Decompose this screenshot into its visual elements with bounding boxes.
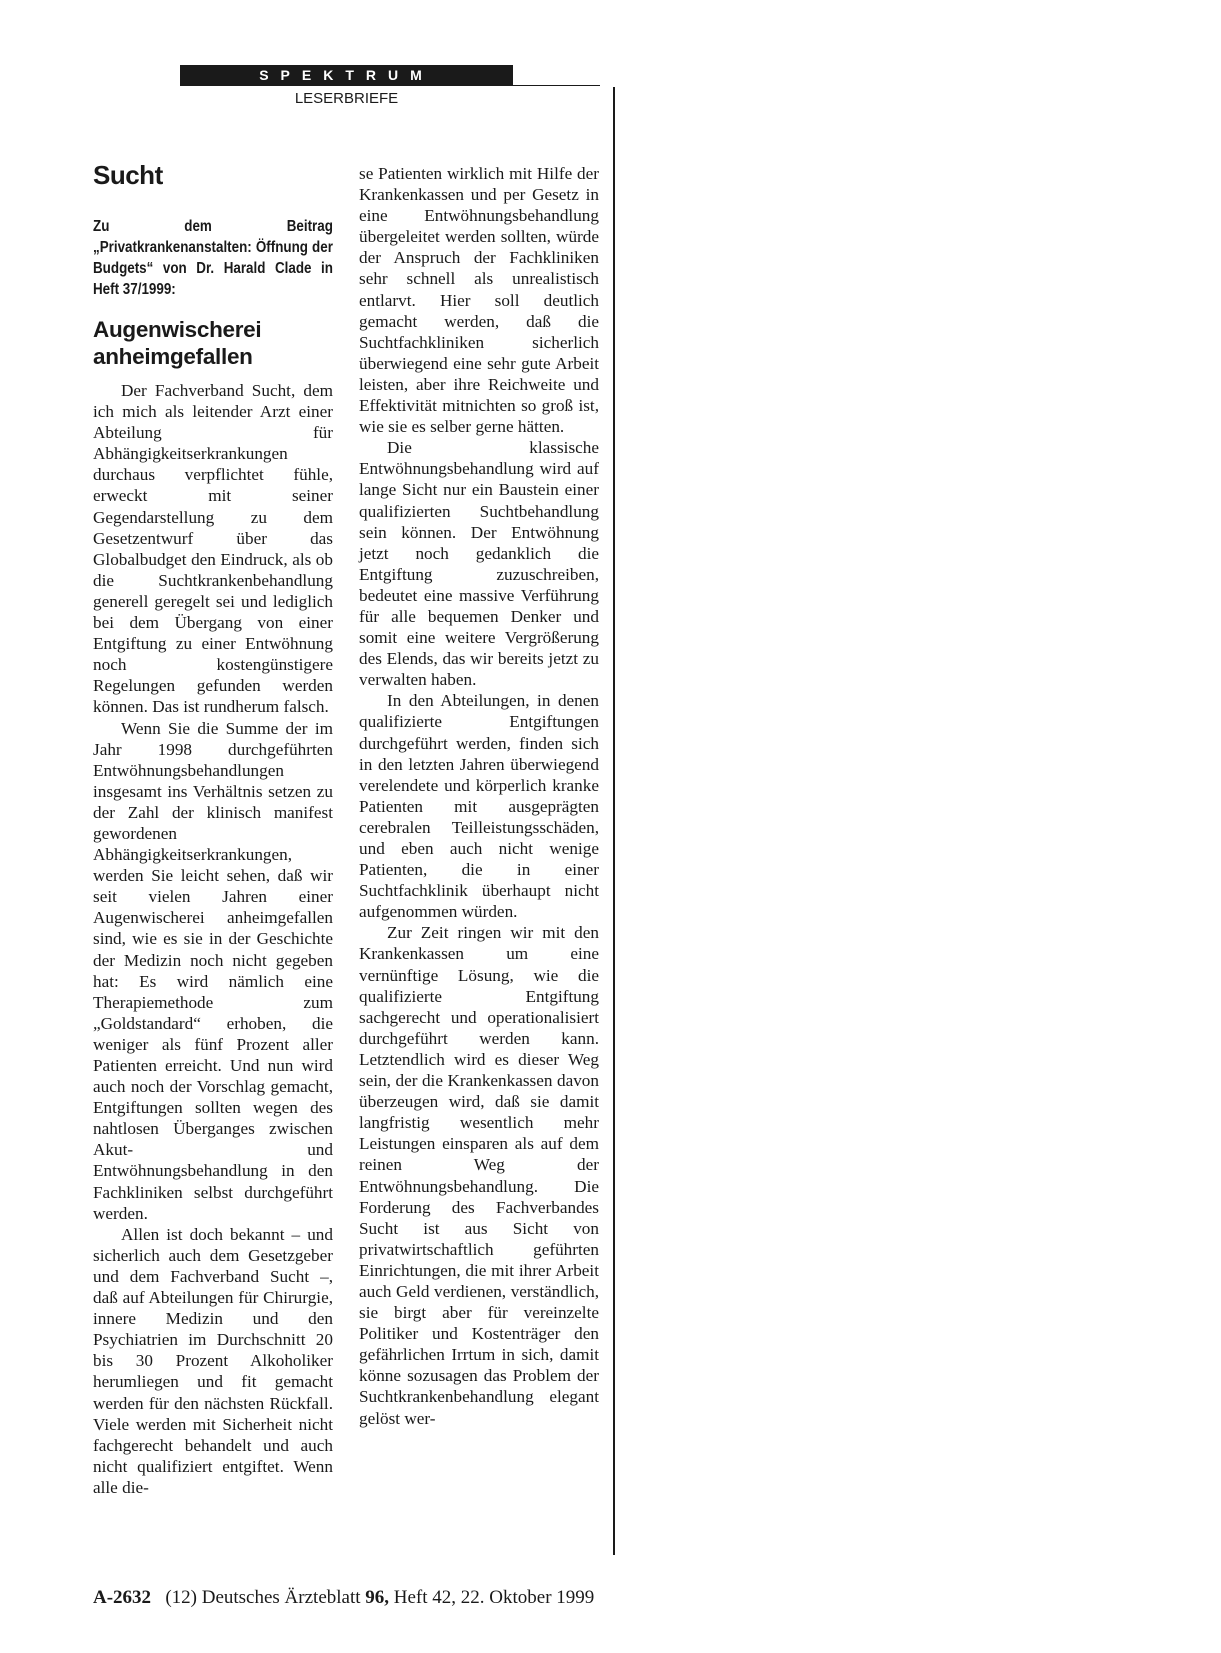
- body-paragraph: Allen ist doch bekannt – und sicherlich auch dem Gesetzgeber und dem Fachverband Sucht –, daß auf Abteilungen für Chirurgie, innere Medizin und den Psychiatrien im Durchschnitt 20 bis 30 Prozent Alkoholiker herumliegen und fit gemacht werden für den nächsten Rückfall. Viele werden mit Sicherheit nicht fachgerecht behandelt und auch nicht qualifiziert entgiftet. Wenn alle die-: [93, 1224, 333, 1497]
- body-paragraph: Zur Zeit ringen wir mit den Krankenkassen um eine vernünftige Lösung, wie die qualifizierte Entgiftung sachgerecht und operationalisiert durchgeführt werden kann. Letztendlich wird es dieser Weg sein, der die Krankenkassen davon überzeugen wird, daß sie damit langfristig wesentlich mehr Leistungen einsparen als auf dem reinen Weg der Entwöhnungsbehandlung. Die Forderung des Fachverbandes Sucht ist aus Sicht von privatwirtschaftlich geführten Einrichtungen, die mit ihrer Arbeit auch Geld verdienen, verständlich, sie birgt aber für vereinzelte Politiker und Kostenträger den gefährlichen Irrtum in sich, damit könne sozusagen das Problem der Suchtkrankenbehandlung elegant gelöst wer-: [359, 923, 599, 1428]
- journal-name: Deutsches Ärzteblatt: [201, 1587, 361, 1608]
- body-paragraph: Die klassische Entwöhnungsbehandlung wird auf lange Sicht nur ein Baustein einer qualifizierten Suchtbehandlung sein können. Der Entwöhnung jetzt noch gedanklich die Entgiftung zuzuschreiben, bedeutet eine massive Verführung für alle bequemen Denker und somit eine weitere Vergrößerung des Elends, das wir bereits jetzt zu verwalten haben.: [359, 438, 599, 690]
- body-paragraph: Der Fachverband Sucht, dem ich mich als leitender Arzt einer Abteilung für Abhängigkeitserkrankungen durchaus verpflichtet fühle, erweckt mit seiner Gegendarstellung zu dem Gesetzentwurf über das Globalbudget den Eindruck, als ob die Suchtkrankenbehandlung generell geregelt sei und lediglich bei dem Übergang von einer Entgiftung zu einer Entwöhnung noch kostengünstigere Regelungen gefunden werden können. Das ist rundherum falsch.: [93, 381, 333, 717]
- issue-date: Heft 42, 22. Oktober 1999: [393, 1587, 595, 1608]
- page-id: A-2632: [93, 1587, 152, 1608]
- article-intro: Zu dem Beitrag „Privatkrankenanstalten: Öffnung der Budgets“ von Dr. Harald Clade in Heft 37/1999:: [93, 218, 333, 298]
- page-number: (12): [165, 1587, 197, 1608]
- body-paragraph: se Patienten wirklich mit Hilfe der Krankenkassen und per Gesetz in eine Entwöhnungsbehandlung übergeleitet werden sollten, würde der Anspruch der Fachkliniken sehr schnell als unrealistisch entlarvt. Hier soll deutlich gemacht werden, daß die Suchtfachkliniken sicherlich überwiegend eine sehr gute Arbeit leisten, aber ihre Reichweite und Effektivität mitnichten so groß ist, wie sie es selber gerne hätten.: [359, 164, 599, 437]
- volume: 96,: [365, 1587, 390, 1608]
- body-paragraph: Wenn Sie die Summe der im Jahr 1998 durchgeführten Entwöhnungsbehandlungen insgesamt ins Verhältnis setzen zu der Zahl der klinisch manifest gewordenen Abhängigkeitserkrankungen, werden Sie leicht sehen, daß wir seit vielen Jahren einer Augenwischerei anheimgefallen sind, wie es sie in der Geschichte der Medizin noch nicht gegeben hat: Es wird nämlich eine Therapiemethode zum „Goldstandard“ erhoben, die weniger als fünf Prozent aller Patienten erreicht. Und nun wird auch noch der Vorschlag gemacht, Entgiftungen sollten wegen des nahtlosen Überganges zwischen Akut- und Entwöhnungsbehandlung in den Fachkliniken selbst durchgeführt werden.: [93, 718, 333, 1223]
- article-headline: Augenwischerei anheimgefallen: [93, 317, 262, 369]
- article-column-left: [93, 160, 333, 1498]
- section-rubric: SPEKTRUM: [180, 65, 513, 85]
- rubric-rule: [180, 85, 600, 86]
- body-paragraph: In den Abteilungen, in denen qualifizierte Entgiftungen durchgeführt werden, finden sich in den letzten Jahren überwiegend verelendete und körperlich kranke Patienten mit ausgeprägten cerebralen Teilleistungsschäden, und eben auch nicht wenige Patienten, die in einer Suchtfachklinik überhaupt nicht aufgenommen würden.: [359, 691, 599, 922]
- article-column-right: [359, 163, 599, 1429]
- column-rule: [613, 87, 615, 1555]
- page-footer: [93, 1586, 594, 1610]
- subrubric: LESERBRIEFE: [294, 90, 399, 107]
- section-title: Sucht: [93, 160, 163, 190]
